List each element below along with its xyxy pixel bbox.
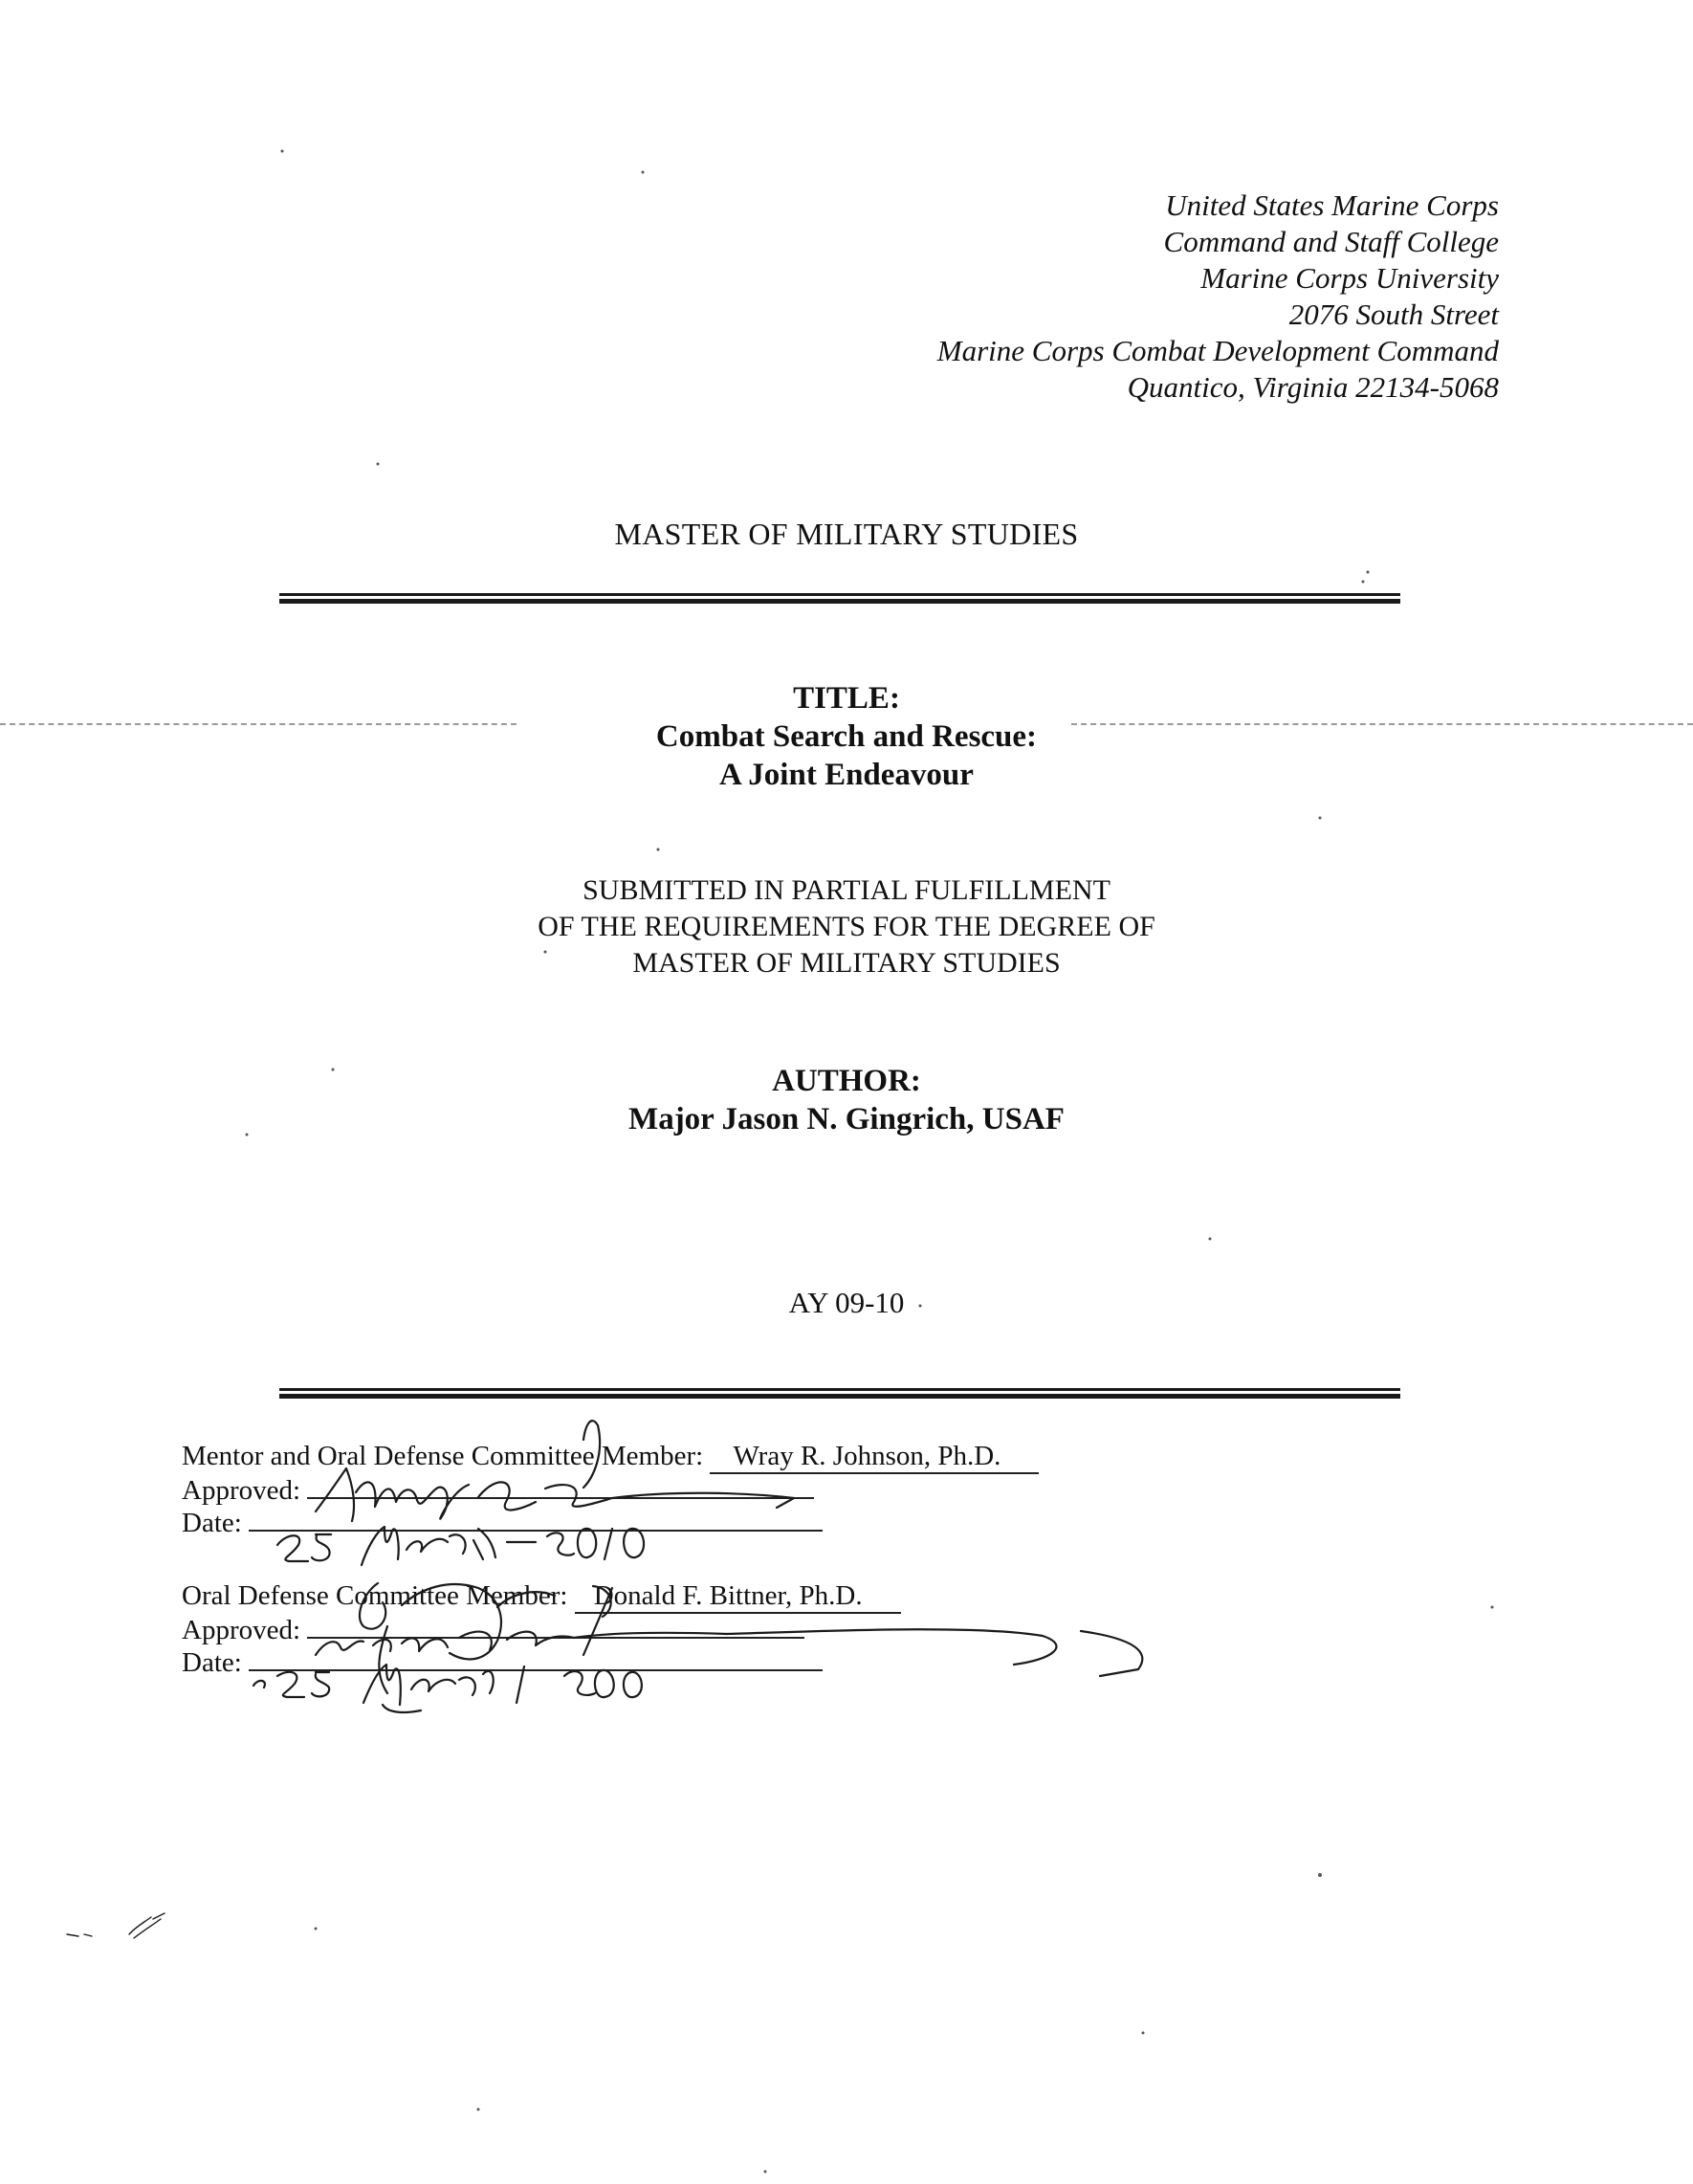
mentor-date-label: Date: xyxy=(182,1508,242,1538)
member-date-label: Date: xyxy=(182,1647,242,1678)
mentor-approved-label: Approved: xyxy=(182,1475,301,1506)
member-role-label: Oral Defense Committee Member: xyxy=(182,1580,568,1611)
approval-section xyxy=(182,1440,1234,1677)
mentor-date-row xyxy=(182,1505,1234,1537)
member-name: Donald F. Bittner, Ph.D. xyxy=(575,1579,901,1614)
member-date-row xyxy=(182,1644,1234,1677)
member-date-line xyxy=(249,1644,823,1671)
submission-line-2: OF THE REQUIREMENTS FOR THE DEGREE OF xyxy=(538,911,1155,942)
degree-heading: MASTER OF MILITARY STUDIES xyxy=(614,517,1079,551)
address-line: Command and Staff College xyxy=(1163,225,1499,258)
title-line-2: A Joint Endeavour xyxy=(719,758,974,792)
mentor-role-label: Mentor and Oral Defense Committee Member: xyxy=(182,1441,704,1471)
member-row xyxy=(182,1579,1234,1612)
title-block xyxy=(0,679,1693,794)
institution-address xyxy=(937,188,1499,406)
mentor-approved-row xyxy=(182,1472,1234,1505)
mentor-signature-line xyxy=(307,1472,814,1499)
address-line: Marine Corps Combat Development Command xyxy=(936,334,1499,367)
author-block xyxy=(0,1062,1693,1138)
author-name: Major Jason N. Gingrich, USAF xyxy=(628,1102,1065,1136)
submission-line-1: SUBMITTED IN PARTIAL FULFILLMENT xyxy=(583,874,1110,906)
stray-mark xyxy=(67,1913,165,1938)
academic-year: AY 09-10 xyxy=(788,1286,905,1319)
address-line: 2076 South Street xyxy=(1288,298,1499,331)
mentor-name: Wray R. Johnson, Ph.D. xyxy=(710,1440,1039,1474)
mentor-row xyxy=(182,1440,1234,1472)
member-approved-row xyxy=(182,1612,1234,1644)
title-line-1: Combat Search and Rescue: xyxy=(655,719,1038,754)
address-line: Quantico, Virginia 22134-5068 xyxy=(1127,370,1499,404)
bottom-double-rule xyxy=(279,1388,1400,1400)
member-signature-line xyxy=(307,1612,804,1639)
author-label: AUTHOR: xyxy=(772,1064,921,1098)
submission-statement xyxy=(0,872,1693,982)
address-line: Marine Corps University xyxy=(1200,261,1499,295)
title-label: TITLE: xyxy=(793,681,900,716)
member-approved-label: Approved: xyxy=(182,1615,301,1645)
mentor-date-line xyxy=(249,1505,823,1532)
top-double-rule xyxy=(279,593,1400,605)
submission-line-3: MASTER OF MILITARY STUDIES xyxy=(632,947,1061,979)
address-line: United States Marine Corps xyxy=(1165,188,1499,222)
